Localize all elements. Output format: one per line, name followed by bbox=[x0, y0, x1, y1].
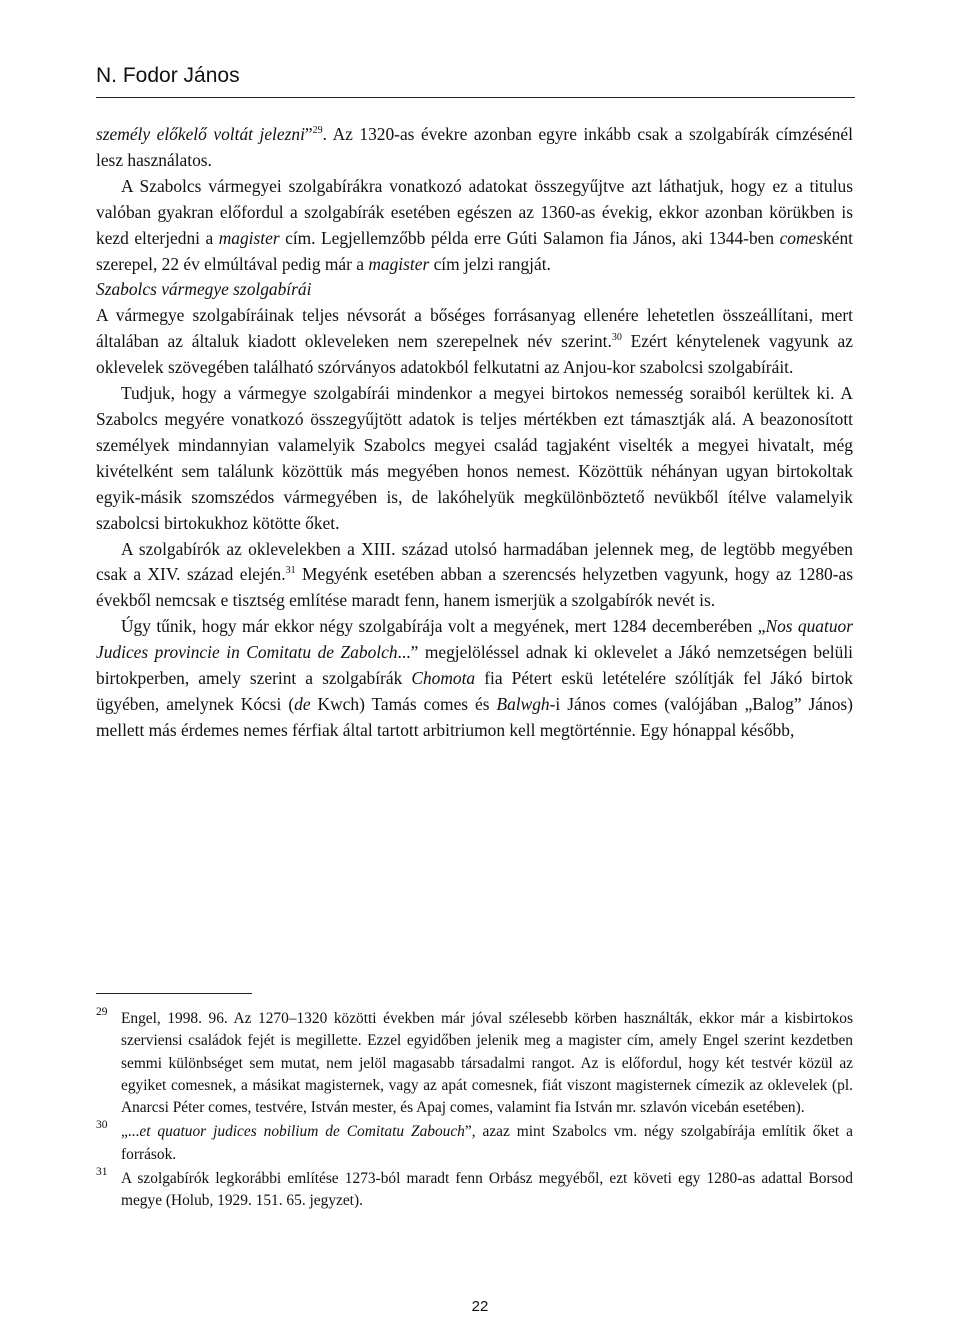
italic-term: comes bbox=[779, 227, 824, 248]
italic-quote: et quatuor judices nobilium de Comitatu Zabouch bbox=[139, 1123, 465, 1141]
paragraph-text: A Szabolcs vármegyei szolgabírákra vonatkozó adatokat összegyűjtve azt láthatjuk, hogy ez a titulus valóban gyakran előfordul a szolgabírák esetében egészen az 1360-as évekig, ekkor azonban körükben is kezd elterjedni a bbox=[96, 175, 853, 248]
paragraph-text: -i János comes (valójában „Balog” János) mellett más érdemes nemes férfiak által tartott arbitriumon kell megtörténnie. Egy hónappal később, bbox=[96, 693, 853, 740]
paragraph bbox=[96, 303, 853, 381]
footnote-number: 31 bbox=[96, 1166, 108, 1179]
paragraph-text: A szolgabírók az oklevelekben a XIII. század utolsó harmadában jelennek meg, de legtöbb megyében csak a XIV. század elején. bbox=[96, 538, 853, 585]
paragraph-text: Úgy tűnik, hogy már ekkor négy szolgabírája volt a megyének, mert 1284 decemberében „ bbox=[121, 616, 766, 637]
footnote-text: A szolgabírók legkorábbi említése 1273-ból maradt fenn Orbász megyéből, ezt követi egy 1280-as adattal Borsod megye (Holub, 1929. 151. 65. jegyzet). bbox=[121, 1170, 853, 1210]
italic-term: Chomota bbox=[411, 668, 476, 689]
paragraph-text: ként szerepel, 22 év elmúltával pedig már a bbox=[96, 227, 853, 274]
footnote-ref-30: 30 bbox=[611, 332, 622, 344]
section-heading: Szabolcs vármegye szolgabírái bbox=[96, 279, 312, 300]
paragraph-text: cím. Legjellemzőbb példa erre Gúti Salamon fia János, aki 1344-ben bbox=[279, 227, 780, 248]
footnotes bbox=[96, 1008, 853, 1215]
italic-term: Balwgh bbox=[496, 693, 550, 714]
paragraph-text: Megyénk esetében abban a szerencsés helyzetben vagyunk, hogy az 1280-as évekből nemcsak e tisztség említése maradt fenn, hanem ismerjük a szolgabírók nevét is. bbox=[96, 564, 853, 611]
italic-quote: Nos quatuor Judices provincie in Comitatu de Zabolch bbox=[96, 616, 853, 663]
running-title: N. Fodor János bbox=[96, 64, 240, 87]
paragraph-text: . Az 1320-as évekre azonban egyre inkább csak a szolgabírák címzésénél lesz használatos. bbox=[96, 124, 853, 170]
page-number: 22 bbox=[471, 1298, 489, 1315]
paragraph bbox=[96, 614, 853, 744]
footnote-number: 30 bbox=[96, 1119, 108, 1132]
paragraph-text: Ezért kénytelenek vagyunk az oklevelek szövegében található szórványos adatokból felkutatni az Anjou-kor szabolcsi szolgabíráit. bbox=[96, 331, 853, 378]
paragraph-text: A vármegye szolgabíráinak teljes névsorát a bőséges forrásanyag ellenére lehetetlen összeállítani, mert általában az általuk kiadott okleveleken nem szerepelnek név szerint. bbox=[96, 305, 853, 352]
footnote-separator bbox=[96, 993, 252, 994]
closing-quote: ” bbox=[304, 124, 313, 144]
footnote-ref-31: 31 bbox=[285, 565, 296, 577]
paragraph-text: cím jelzi rangját. bbox=[429, 253, 551, 274]
footnote-29 bbox=[96, 1008, 853, 1119]
paragraph-text: fia Pétert eskü letételére szólítják fel Jákó birtok ügyében, amelynek Kócsi ( bbox=[96, 668, 853, 714]
italic-term: magister bbox=[368, 253, 430, 274]
paragraph-continued bbox=[96, 122, 853, 174]
paragraph: Tudjuk, hogy a vármegye szolgabírái mindenkor a megyei birtokos nemesség soraiból kerültek ki. A Szabolcs megyére vonatkozó összegyűjtött adatok is teljes mértékben ezt támasztják alá. A beazonosított személyek mindannyian valamelyik Szabolcs megyei család tagjaként viselték a megyei hivatalt, még kivételként sem találunk közöttük más megyében honos nemest. Közöttük néhányan ugyan birtokoltak egyik-másik szomszédos vármegyében is, de lakóhelyük megkülönböztető nevükből ítélve valamelyik szabolcsi birtokukhoz kötötte őket. bbox=[96, 383, 853, 533]
paragraph-text: ...” megjelöléssel adnak ki oklevelet a Jákó nemzetségen belüli birtokperben, amely szerint a szolgabírák bbox=[96, 642, 853, 689]
paragraph bbox=[96, 537, 853, 615]
paragraph-text: Kwch) Tamás comes és bbox=[310, 693, 497, 714]
footnote-text: Engel, 1998. 96. Az 1270–1320 közötti években már jóval szélesebb körben használták, ekkor már a kisbirtokos szerviensi családok fejét is megillette. Ezzel egyidőben jelenik meg a magister cím, amely Engel szerint kezdetben semmi különbséget sem mutat, nem jelöl magasabb társadalmi rangot. Az is előfordul, hogy két testvér közül az egyiket comesnek, a másikat magisternek, vagy az apát comesnek, fiát viszont magisternek címezik az oklevelek (pl. Anarcsi Péter comes, testvére, István mester, és Apaj comes, valamint fia István mr. szlavón vicebán esetében). bbox=[121, 1010, 853, 1117]
italic-phrase: személy előkelő voltát jelezni bbox=[96, 124, 305, 144]
header-rule bbox=[96, 97, 855, 98]
italic-term: de bbox=[294, 693, 311, 714]
footnote-30 bbox=[96, 1121, 853, 1166]
italic-term: magister bbox=[218, 227, 280, 248]
main-text bbox=[96, 122, 853, 744]
footnote-text: „... bbox=[121, 1123, 140, 1141]
footnote-31 bbox=[96, 1168, 853, 1213]
footnote-text: ”, azaz mint Szabolcs vm. négy szolgabírája említik őket a források. bbox=[121, 1123, 853, 1163]
paragraph bbox=[96, 174, 853, 278]
footnote-ref-29: 29 bbox=[312, 125, 323, 137]
footnote-number: 29 bbox=[96, 1006, 108, 1018]
